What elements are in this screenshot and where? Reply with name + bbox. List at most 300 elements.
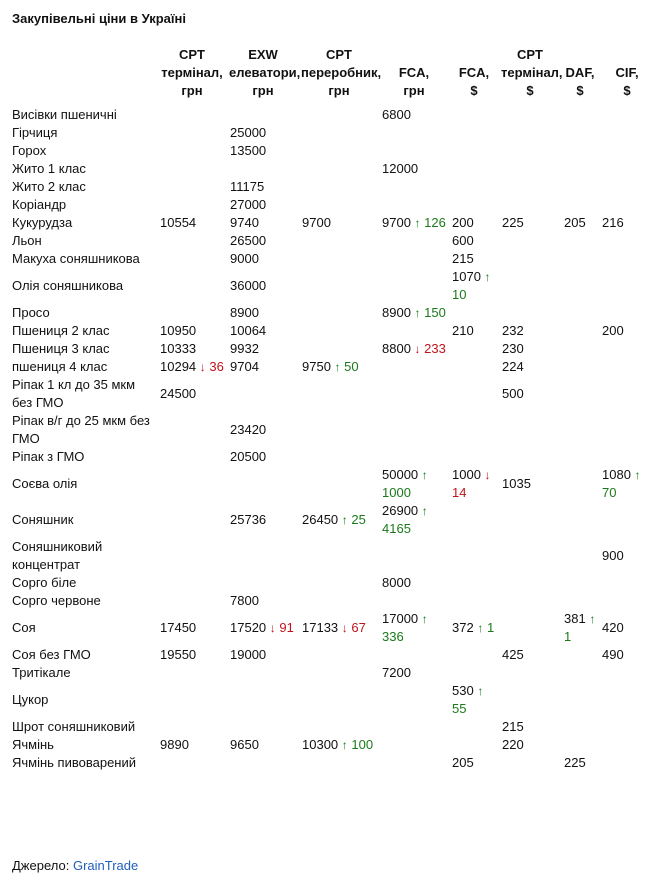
price-cell bbox=[379, 340, 449, 358]
price-change: 150 bbox=[424, 305, 446, 320]
product-name: Кукурудза bbox=[12, 215, 73, 230]
table-row bbox=[9, 250, 655, 268]
product-name: Сорго червоне bbox=[12, 593, 101, 608]
price-cell bbox=[379, 304, 449, 322]
price-cell bbox=[299, 754, 379, 772]
price-cell bbox=[157, 250, 227, 268]
price-cell bbox=[299, 736, 379, 754]
price-cell bbox=[299, 268, 379, 304]
price-change: 14 bbox=[452, 485, 467, 500]
price-cell bbox=[299, 646, 379, 664]
price-cell bbox=[157, 304, 227, 322]
price-value: 23420 bbox=[230, 422, 267, 437]
price-cell bbox=[561, 412, 599, 448]
price-value: 7200 bbox=[382, 665, 411, 680]
product-name: Ячмінь bbox=[12, 737, 54, 752]
table-row bbox=[9, 646, 655, 664]
price-value: 200 bbox=[602, 323, 624, 338]
price-cell bbox=[227, 412, 299, 448]
price-value: 27000 bbox=[230, 197, 267, 212]
column-header-line: термінал, bbox=[501, 65, 563, 80]
price-cell bbox=[379, 538, 449, 574]
price-cell bbox=[599, 610, 655, 646]
price-cell bbox=[157, 376, 227, 412]
price-cell bbox=[449, 340, 499, 358]
column-header-line: переробник, bbox=[301, 65, 382, 80]
price-cell bbox=[299, 250, 379, 268]
table-row bbox=[9, 718, 655, 736]
table-row bbox=[9, 754, 655, 772]
price-value: 10333 bbox=[160, 341, 197, 356]
column-header-line: $ bbox=[623, 83, 631, 98]
price-cell bbox=[499, 610, 561, 646]
column-header-line: CIF, bbox=[615, 65, 639, 80]
price-change: 91 bbox=[279, 620, 294, 635]
price-value: 232 bbox=[502, 323, 524, 338]
price-cell bbox=[561, 178, 599, 196]
price-cell bbox=[379, 214, 449, 232]
price-value: 530 bbox=[452, 683, 474, 698]
price-value: 8900 bbox=[230, 305, 259, 320]
price-cell bbox=[499, 574, 561, 592]
product-name: Соєва олія bbox=[12, 476, 78, 491]
price-cell bbox=[599, 376, 655, 412]
price-cell bbox=[599, 718, 655, 736]
table-row bbox=[9, 466, 655, 502]
price-value: 17133 bbox=[302, 620, 339, 635]
column-header-line: FCA, bbox=[398, 65, 430, 80]
table-row bbox=[9, 322, 655, 340]
column-header-line: $ bbox=[470, 83, 478, 98]
price-cell bbox=[561, 466, 599, 502]
price-cell bbox=[227, 142, 299, 160]
price-cell bbox=[227, 574, 299, 592]
price-value: 372 bbox=[452, 620, 474, 635]
price-cell bbox=[499, 304, 561, 322]
price-cell bbox=[379, 610, 449, 646]
table-row bbox=[9, 358, 655, 376]
price-cell bbox=[299, 340, 379, 358]
price-value: 215 bbox=[502, 719, 524, 734]
product-name: Жито 2 клас bbox=[12, 179, 86, 194]
price-cell bbox=[157, 358, 227, 376]
price-change: 70 bbox=[602, 485, 617, 500]
price-cell bbox=[227, 502, 299, 538]
table-row bbox=[9, 304, 655, 322]
price-value: 205 bbox=[564, 215, 586, 230]
price-cell bbox=[299, 196, 379, 214]
price-value: 7800 bbox=[230, 593, 259, 608]
price-cell bbox=[157, 178, 227, 196]
price-cell bbox=[299, 214, 379, 232]
price-cell bbox=[599, 268, 655, 304]
price-cell bbox=[299, 304, 379, 322]
price-cell bbox=[499, 214, 561, 232]
column-header bbox=[299, 46, 382, 106]
price-value: 9700 bbox=[302, 215, 331, 230]
source-link[interactable]: GrainTrade bbox=[72, 858, 139, 873]
price-cell bbox=[561, 592, 599, 610]
price-cell bbox=[499, 322, 561, 340]
price-value: 205 bbox=[452, 755, 474, 770]
arrow-up-icon: ↑ bbox=[421, 612, 428, 626]
product-name: пшениця 4 клас bbox=[12, 359, 108, 374]
price-cell bbox=[561, 106, 599, 124]
price-cell bbox=[599, 358, 655, 376]
price-cell bbox=[157, 736, 227, 754]
arrow-up-icon: ↑ bbox=[334, 360, 341, 374]
price-cell bbox=[227, 358, 299, 376]
price-cell bbox=[227, 592, 299, 610]
price-cell bbox=[449, 592, 499, 610]
price-value: 9700 bbox=[382, 215, 411, 230]
price-cell bbox=[299, 718, 379, 736]
price-cell bbox=[499, 340, 561, 358]
price-value: 1000 bbox=[452, 467, 481, 482]
product-name: Соя bbox=[12, 620, 36, 635]
table-row bbox=[9, 664, 655, 682]
price-cell bbox=[599, 646, 655, 664]
column-header bbox=[449, 46, 499, 106]
price-cell bbox=[157, 124, 227, 142]
price-cell bbox=[379, 142, 449, 160]
price-cell bbox=[449, 610, 499, 646]
price-value: 1035 bbox=[502, 476, 531, 491]
price-cell bbox=[449, 304, 499, 322]
price-cell bbox=[157, 214, 227, 232]
arrow-down-icon: ↓ bbox=[269, 621, 276, 635]
price-cell bbox=[227, 448, 299, 466]
product-name: Жито 1 клас bbox=[12, 161, 86, 176]
table-row bbox=[9, 448, 655, 466]
price-cell bbox=[449, 250, 499, 268]
product-name: Сорго біле bbox=[12, 575, 77, 590]
price-cell bbox=[299, 448, 379, 466]
price-cell bbox=[299, 142, 379, 160]
price-cell bbox=[561, 268, 599, 304]
page-title: Закупівельні ціни в Україні bbox=[12, 11, 187, 26]
price-cell bbox=[449, 574, 499, 592]
table-row bbox=[9, 232, 655, 250]
price-cell bbox=[599, 754, 655, 772]
price-cell bbox=[449, 466, 499, 502]
price-cell bbox=[299, 466, 379, 502]
price-cell bbox=[157, 448, 227, 466]
price-cell bbox=[379, 646, 449, 664]
price-cell bbox=[157, 664, 227, 682]
price-cell bbox=[157, 268, 227, 304]
price-cell bbox=[599, 448, 655, 466]
table-row bbox=[9, 214, 655, 232]
price-cell bbox=[157, 466, 227, 502]
price-cell bbox=[449, 376, 499, 412]
price-cell bbox=[157, 682, 227, 718]
price-cell bbox=[499, 664, 561, 682]
price-cell bbox=[499, 412, 561, 448]
price-cell bbox=[599, 412, 655, 448]
arrow-up-icon: ↑ bbox=[414, 216, 421, 230]
table-row bbox=[9, 178, 655, 196]
price-cell bbox=[299, 412, 379, 448]
price-cell bbox=[499, 268, 561, 304]
price-cell bbox=[227, 736, 299, 754]
price-cell bbox=[449, 538, 499, 574]
price-cell bbox=[157, 538, 227, 574]
price-change: 67 bbox=[351, 620, 366, 635]
price-cell bbox=[157, 106, 227, 124]
price-value: 220 bbox=[502, 737, 524, 752]
table-row bbox=[9, 142, 655, 160]
price-cell bbox=[379, 574, 449, 592]
price-value: 9890 bbox=[160, 737, 189, 752]
column-header-line: EXW bbox=[248, 47, 278, 62]
arrow-up-icon: ↑ bbox=[477, 684, 484, 698]
price-cell bbox=[379, 160, 449, 178]
price-cell bbox=[299, 358, 379, 376]
column-header-line: FCA, bbox=[458, 65, 490, 80]
price-value: 500 bbox=[502, 386, 524, 401]
price-value: 19550 bbox=[160, 647, 197, 662]
column-header bbox=[227, 46, 299, 106]
price-cell bbox=[299, 322, 379, 340]
price-cell bbox=[379, 448, 449, 466]
price-cell bbox=[561, 160, 599, 178]
table-row bbox=[9, 592, 655, 610]
price-cell bbox=[227, 268, 299, 304]
price-value: 10064 bbox=[230, 323, 267, 338]
price-cell bbox=[561, 718, 599, 736]
price-change: 1000 bbox=[382, 485, 411, 500]
price-cell bbox=[227, 124, 299, 142]
price-value: 17450 bbox=[160, 620, 197, 635]
price-change: 10 bbox=[452, 287, 467, 302]
column-header-line: грн bbox=[328, 83, 350, 98]
price-cell bbox=[227, 250, 299, 268]
price-cell bbox=[599, 574, 655, 592]
price-value: 26500 bbox=[230, 233, 267, 248]
price-cell bbox=[561, 358, 599, 376]
arrow-up-icon: ↑ bbox=[414, 306, 421, 320]
price-cell bbox=[561, 502, 599, 538]
price-cell bbox=[561, 142, 599, 160]
product-name: Пшениця 2 клас bbox=[12, 323, 110, 338]
price-cell bbox=[499, 466, 561, 502]
price-cell bbox=[299, 178, 379, 196]
price-cell bbox=[299, 538, 379, 574]
product-name: Горох bbox=[12, 143, 47, 158]
price-cell bbox=[561, 646, 599, 664]
table-row bbox=[9, 412, 655, 448]
price-cell bbox=[227, 682, 299, 718]
price-cell bbox=[599, 592, 655, 610]
product-name: Цукор bbox=[12, 692, 49, 707]
price-cell bbox=[599, 304, 655, 322]
price-value: 24500 bbox=[160, 386, 197, 401]
arrow-up-icon: ↑ bbox=[484, 270, 491, 284]
price-change: 233 bbox=[424, 341, 446, 356]
table-row bbox=[9, 340, 655, 358]
table-row bbox=[9, 196, 655, 214]
price-change: 100 bbox=[351, 737, 374, 752]
table-body bbox=[9, 106, 655, 772]
price-value: 381 bbox=[564, 611, 586, 626]
price-cell bbox=[599, 250, 655, 268]
product-name: Пшениця 3 клас bbox=[12, 341, 110, 356]
price-cell bbox=[227, 466, 299, 502]
price-value: 9740 bbox=[230, 215, 259, 230]
price-change: 25 bbox=[351, 512, 366, 527]
price-cell bbox=[157, 196, 227, 214]
arrow-up-icon: ↑ bbox=[634, 468, 641, 482]
price-cell bbox=[379, 736, 449, 754]
table-row bbox=[9, 682, 655, 718]
price-cell bbox=[379, 502, 449, 538]
table-row bbox=[9, 268, 655, 304]
price-cell bbox=[227, 304, 299, 322]
price-cell bbox=[227, 160, 299, 178]
price-value: 10294 bbox=[160, 359, 197, 374]
price-cell bbox=[449, 682, 499, 718]
price-cell bbox=[599, 664, 655, 682]
price-cell bbox=[449, 124, 499, 142]
table-row bbox=[9, 160, 655, 178]
price-cell bbox=[599, 124, 655, 142]
price-cell bbox=[379, 682, 449, 718]
price-cell bbox=[157, 160, 227, 178]
price-cell bbox=[227, 106, 299, 124]
table-row bbox=[9, 376, 655, 412]
price-cell bbox=[499, 736, 561, 754]
price-cell bbox=[379, 268, 449, 304]
product-name: Висівки пшеничні bbox=[12, 107, 117, 122]
price-value: 425 bbox=[502, 647, 524, 662]
price-cell bbox=[599, 322, 655, 340]
price-cell bbox=[561, 304, 599, 322]
table-row bbox=[9, 610, 655, 646]
table-row bbox=[9, 736, 655, 754]
price-cell bbox=[561, 124, 599, 142]
price-cell bbox=[561, 340, 599, 358]
price-value: 10300 bbox=[302, 737, 339, 752]
price-cell bbox=[157, 502, 227, 538]
price-change: 336 bbox=[382, 629, 404, 644]
column-header-line: грн bbox=[252, 83, 274, 98]
price-cell bbox=[379, 250, 449, 268]
price-cell bbox=[379, 358, 449, 376]
product-name: Ячмінь пивоварений bbox=[12, 755, 136, 770]
price-cell bbox=[157, 718, 227, 736]
table-row bbox=[9, 124, 655, 142]
price-cell bbox=[379, 124, 449, 142]
product-name: Просо bbox=[12, 305, 50, 320]
price-cell bbox=[379, 178, 449, 196]
price-cell bbox=[157, 574, 227, 592]
price-cell bbox=[157, 322, 227, 340]
price-cell bbox=[599, 502, 655, 538]
price-cell bbox=[449, 412, 499, 448]
price-cell bbox=[599, 142, 655, 160]
price-cell bbox=[499, 196, 561, 214]
price-cell bbox=[561, 736, 599, 754]
price-cell bbox=[499, 592, 561, 610]
price-cell bbox=[449, 142, 499, 160]
price-change: 50 bbox=[344, 359, 359, 374]
price-value: 1070 bbox=[452, 269, 481, 284]
price-cell bbox=[227, 232, 299, 250]
price-cell bbox=[599, 196, 655, 214]
price-cell bbox=[449, 448, 499, 466]
table-row bbox=[9, 502, 655, 538]
price-cell bbox=[499, 448, 561, 466]
product-name: Ріпак з ГМО bbox=[12, 449, 85, 464]
product-name: Ріпак 1 кл до 35 мкм без ГМО bbox=[12, 377, 136, 410]
price-cell bbox=[499, 232, 561, 250]
price-cell bbox=[299, 376, 379, 412]
price-cell bbox=[499, 754, 561, 772]
arrow-up-icon: ↑ bbox=[589, 612, 596, 626]
price-cell bbox=[227, 664, 299, 682]
price-cell bbox=[561, 754, 599, 772]
price-value: 230 bbox=[502, 341, 524, 356]
price-cell bbox=[157, 754, 227, 772]
arrow-up-icon: ↑ bbox=[477, 621, 484, 635]
price-cell bbox=[499, 250, 561, 268]
price-cell bbox=[227, 538, 299, 574]
price-value: 9000 bbox=[230, 251, 259, 266]
price-value: 50000 bbox=[382, 467, 419, 482]
price-cell bbox=[561, 448, 599, 466]
price-value: 900 bbox=[602, 548, 624, 563]
price-cell bbox=[599, 232, 655, 250]
column-header bbox=[379, 46, 449, 106]
table-row bbox=[9, 538, 655, 574]
product-name: Коріандр bbox=[12, 197, 67, 212]
column-header bbox=[157, 46, 227, 106]
table-row bbox=[9, 574, 655, 592]
column-header bbox=[561, 46, 599, 106]
price-cell bbox=[227, 340, 299, 358]
price-cell bbox=[379, 106, 449, 124]
price-cell bbox=[499, 646, 561, 664]
price-change: 4165 bbox=[382, 521, 411, 536]
price-cell bbox=[599, 340, 655, 358]
price-value: 17000 bbox=[382, 611, 419, 626]
price-cell bbox=[449, 178, 499, 196]
price-change: 1 bbox=[564, 629, 572, 644]
price-cell bbox=[299, 106, 379, 124]
price-cell bbox=[449, 160, 499, 178]
column-header bbox=[599, 46, 655, 106]
price-value: 25736 bbox=[230, 512, 267, 527]
price-cell bbox=[561, 574, 599, 592]
price-cell bbox=[499, 718, 561, 736]
price-value: 600 bbox=[452, 233, 474, 248]
price-value: 225 bbox=[564, 755, 586, 770]
price-value: 26450 bbox=[302, 512, 339, 527]
column-header bbox=[499, 46, 561, 106]
source-label: Джерело: bbox=[12, 858, 70, 873]
price-cell bbox=[379, 322, 449, 340]
arrow-down-icon: ↓ bbox=[414, 342, 421, 356]
price-value: 8900 bbox=[382, 305, 411, 320]
price-cell bbox=[561, 214, 599, 232]
price-cell bbox=[379, 592, 449, 610]
price-value: 215 bbox=[452, 251, 474, 266]
price-cell bbox=[299, 682, 379, 718]
product-name: Соя без ГМО bbox=[12, 647, 91, 662]
price-cell bbox=[227, 178, 299, 196]
price-value: 210 bbox=[452, 323, 474, 338]
